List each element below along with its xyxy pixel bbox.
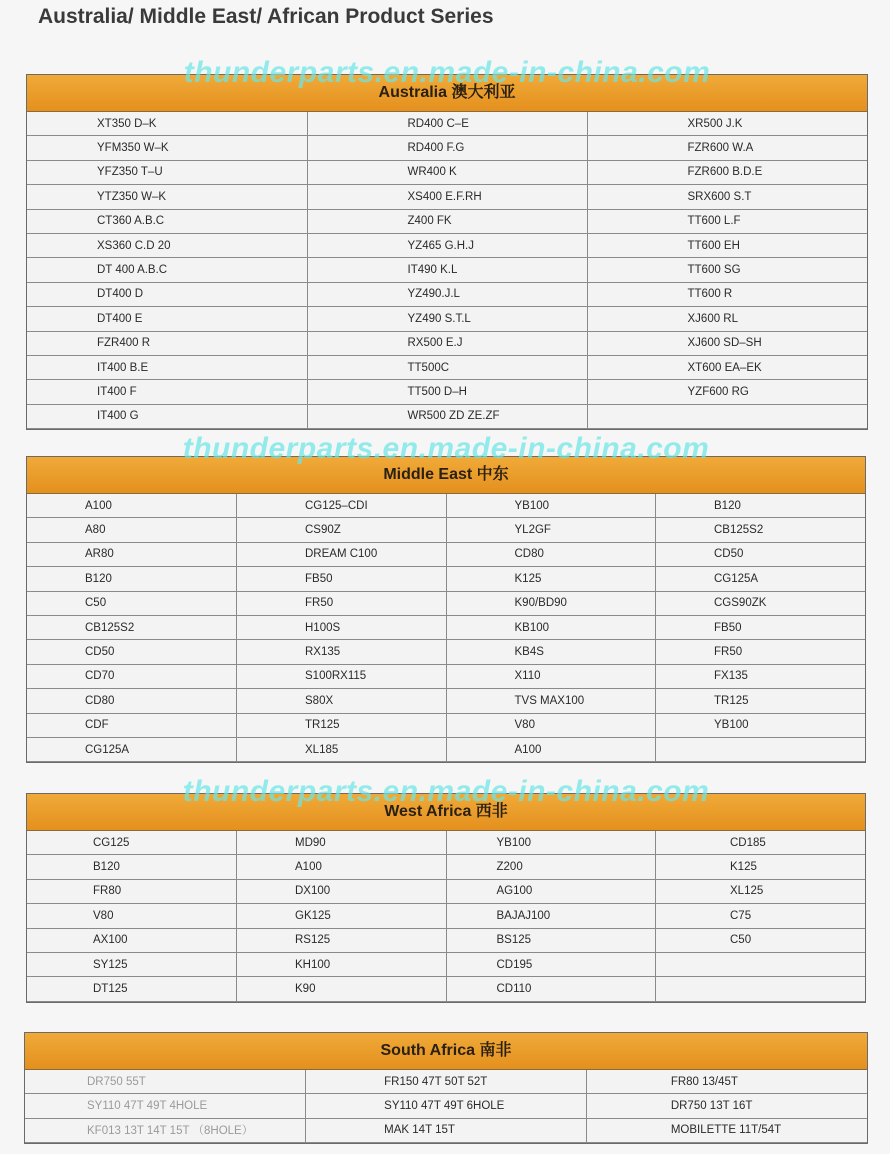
australia-model-cell: XS360 C.D 20 (27, 233, 307, 257)
middle-east-section (26, 432, 866, 763)
australia-model-cell: TT600 R (587, 282, 867, 306)
middle-east-model-cell: XL185 (237, 737, 447, 761)
australia-model-cell: SRX600 S.T (587, 185, 867, 209)
west-africa-model-cell: AG100 (446, 879, 656, 903)
australia-model-cell: YFM350 W–K (27, 136, 307, 160)
australia-row (27, 112, 867, 136)
australia-model-cell: DT400 E (27, 307, 307, 331)
australia-model-cell: FZR600 B.D.E (587, 160, 867, 184)
west-africa-model-cell: CG125 (27, 831, 237, 855)
middle-east-model-cell: FR50 (237, 591, 447, 615)
page-title: Australia/ Middle East/ African Product Series (38, 5, 494, 28)
australia-model-cell: XS400 E.F.RH (307, 185, 587, 209)
middle-east-model-cell: B120 (656, 494, 866, 518)
west-africa-model-cell: GK125 (237, 904, 447, 928)
west-africa-model-cell: FR80 (27, 879, 237, 903)
australia-model-cell: IT490 K.L (307, 258, 587, 282)
west-africa-model-cell: K90 (237, 977, 447, 1001)
middle-east-model-cell: TVS MAX100 (446, 689, 656, 713)
west-africa-model-cell (656, 952, 866, 976)
south-africa-model-cell: MOBILETTE 11T/54T (586, 1118, 867, 1142)
australia-model-cell: WR500 ZD ZE.ZF (307, 404, 587, 428)
middle-east-model-cell: YL2GF (446, 518, 656, 542)
middle-east-model-cell: CG125–CDI (237, 494, 447, 518)
australia-row (27, 185, 867, 209)
west-africa-model-cell (656, 977, 866, 1001)
australia-title: Australia 澳大利亚 (378, 84, 516, 101)
australia-model-cell: WR400 K (307, 160, 587, 184)
middle-east-model-cell: TR125 (656, 689, 866, 713)
west-africa-model-cell: AX100 (27, 928, 237, 952)
south-africa-model-cell: SY110 47T 49T 6HOLE (306, 1094, 587, 1118)
west-africa-model-cell: V80 (27, 904, 237, 928)
middle-east-model-cell: V80 (446, 713, 656, 737)
middle-east-model-cell: CB125S2 (27, 615, 237, 639)
middle-east-model-cell: RX135 (237, 640, 447, 664)
west-africa-model-cell: YB100 (446, 831, 656, 855)
australia-model-cell: RD400 F.G (307, 136, 587, 160)
south-africa-model-cell: SY110 47T 49T 4HOLE (25, 1094, 306, 1118)
middle-east-model-cell: H100S (237, 615, 447, 639)
west-africa-model-cell: CD185 (656, 831, 866, 855)
middle-east-model-cell: S80X (237, 689, 447, 713)
west-africa-row (27, 928, 865, 952)
australia-model-cell (587, 404, 867, 428)
australia-table (27, 112, 867, 429)
west-africa-table (27, 831, 865, 1002)
middle-east-model-cell (656, 737, 866, 761)
australia-model-cell: IT400 F (27, 380, 307, 404)
australia-model-cell: YZ490 S.T.L (307, 307, 587, 331)
south-africa-model-cell: FR150 47T 50T 52T (306, 1070, 587, 1094)
australia-model-cell: TT500C (307, 355, 587, 379)
middle-east-model-cell: FB50 (656, 615, 866, 639)
australia-model-cell: TT500 D–H (307, 380, 587, 404)
australia-model-cell: CT360 A.B.C (27, 209, 307, 233)
australia-row (27, 233, 867, 257)
australia-model-cell: DT 400 A.B.C (27, 258, 307, 282)
australia-model-cell: XT600 EA–EK (587, 355, 867, 379)
west-africa-model-cell: CD110 (446, 977, 656, 1001)
australia-row (27, 331, 867, 355)
middle-east-model-cell: A100 (446, 737, 656, 761)
middle-east-model-cell: CD50 (27, 640, 237, 664)
middle-east-model-cell: A100 (27, 494, 237, 518)
south-africa-model-cell: KF013 13T 14T 15T （8HOLE） (25, 1118, 306, 1142)
australia-model-cell: TT600 L.F (587, 209, 867, 233)
australia-row (27, 380, 867, 404)
australia-model-cell: TT600 EH (587, 233, 867, 257)
australia-row (27, 258, 867, 282)
middle-east-model-cell: CDF (27, 713, 237, 737)
south-africa-table (25, 1070, 867, 1143)
middle-east-model-cell: CS90Z (237, 518, 447, 542)
middle-east-model-cell: S100RX115 (237, 664, 447, 688)
middle-east-model-cell: AR80 (27, 542, 237, 566)
west-africa-model-cell: Z200 (446, 855, 656, 879)
west-africa-model-cell: A100 (237, 855, 447, 879)
middle-east-row (27, 713, 865, 737)
middle-east-model-cell: CG125A (656, 567, 866, 591)
australia-model-cell: RX500 E.J (307, 331, 587, 355)
australia-model-cell: XR500 J.K (587, 112, 867, 136)
south-africa-model-cell: FR80 13/45T (586, 1070, 867, 1094)
south-africa-header (25, 1033, 867, 1070)
south-africa-row (25, 1118, 867, 1142)
australia-model-cell: IT400 G (27, 404, 307, 428)
middle-east-model-cell: K125 (446, 567, 656, 591)
australia-model-cell: YFZ350 T–U (27, 160, 307, 184)
middle-east-model-cell: K90/BD90 (446, 591, 656, 615)
west-africa-model-cell: BS125 (446, 928, 656, 952)
west-africa-row (27, 952, 865, 976)
australia-model-cell: FZR600 W.A (587, 136, 867, 160)
australia-row (27, 160, 867, 184)
south-africa-model-cell: MAK 14T 15T (306, 1118, 587, 1142)
middle-east-model-cell: CD50 (656, 542, 866, 566)
middle-east-header (27, 432, 865, 494)
middle-east-model-cell: CG125A (27, 737, 237, 761)
australia-model-cell: FZR400 R (27, 331, 307, 355)
middle-east-model-cell: KB100 (446, 615, 656, 639)
australia-model-cell: TT600 SG (587, 258, 867, 282)
west-africa-model-cell: C75 (656, 904, 866, 928)
middle-east-model-cell: X110 (446, 664, 656, 688)
west-africa-model-cell: B120 (27, 855, 237, 879)
australia-model-cell: XJ600 SD–SH (587, 331, 867, 355)
australia-row (27, 404, 867, 428)
middle-east-row (27, 542, 865, 566)
middle-east-row (27, 518, 865, 542)
australia-model-cell: Z400 FK (307, 209, 587, 233)
middle-east-model-cell: KB4S (446, 640, 656, 664)
australia-model-cell: RD400 C–E (307, 112, 587, 136)
middle-east-row (27, 494, 865, 518)
australia-row (27, 282, 867, 306)
middle-east-model-cell: A80 (27, 518, 237, 542)
australia-model-cell: XT350 D–K (27, 112, 307, 136)
west-africa-model-cell: SY125 (27, 952, 237, 976)
west-africa-model-cell: K125 (656, 855, 866, 879)
west-africa-model-cell: DT125 (27, 977, 237, 1001)
middle-east-model-cell: DREAM C100 (237, 542, 447, 566)
middle-east-row (27, 737, 865, 761)
west-africa-model-cell: MD90 (237, 831, 447, 855)
west-africa-model-cell: BAJAJ100 (446, 904, 656, 928)
middle-east-table (27, 494, 865, 762)
watermark-text: thunderparts.en.made-in-china.com (182, 432, 710, 465)
west-africa-model-cell: XL125 (656, 879, 866, 903)
middle-east-model-cell: CB125S2 (656, 518, 866, 542)
australia-model-cell: XJ600 RL (587, 307, 867, 331)
australia-model-cell: YZF600 RG (587, 380, 867, 404)
middle-east-row (27, 591, 865, 615)
australia-row (27, 355, 867, 379)
middle-east-model-cell: FX135 (656, 664, 866, 688)
australia-model-cell: YZ465 G.H.J (307, 233, 587, 257)
middle-east-row (27, 689, 865, 713)
west-africa-row (27, 977, 865, 1001)
australia-row (27, 136, 867, 160)
west-africa-row (27, 904, 865, 928)
middle-east-model-cell: C50 (27, 591, 237, 615)
middle-east-model-cell: FR50 (656, 640, 866, 664)
australia-model-cell: DT400 D (27, 282, 307, 306)
middle-east-model-cell: FB50 (237, 567, 447, 591)
watermark-text: thunderparts.en.made-in-china.com (182, 775, 710, 808)
australia-row (27, 209, 867, 233)
australia-section (26, 56, 868, 430)
watermark-text: thunderparts.en.made-in-china.com (183, 56, 711, 89)
west-africa-row (27, 855, 865, 879)
south-africa-model-cell: DR750 13T 16T (586, 1094, 867, 1118)
middle-east-model-cell: YB100 (446, 494, 656, 518)
australia-header (27, 56, 867, 112)
australia-row (27, 307, 867, 331)
middle-east-model-cell: B120 (27, 567, 237, 591)
middle-east-model-cell: CD70 (27, 664, 237, 688)
west-africa-model-cell: C50 (656, 928, 866, 952)
middle-east-model-cell: CD80 (446, 542, 656, 566)
west-africa-header (27, 775, 865, 831)
west-africa-row (27, 831, 865, 855)
middle-east-model-cell: TR125 (237, 713, 447, 737)
middle-east-row (27, 615, 865, 639)
middle-east-model-cell: CGS90ZK (656, 591, 866, 615)
middle-east-row (27, 640, 865, 664)
middle-east-title: Middle East 中东 (383, 466, 509, 483)
west-africa-model-cell: CD195 (446, 952, 656, 976)
west-africa-model-cell: DX100 (237, 879, 447, 903)
middle-east-model-cell: YB100 (656, 713, 866, 737)
west-africa-row (27, 879, 865, 903)
australia-model-cell: IT400 B.E (27, 355, 307, 379)
south-africa-row (25, 1070, 867, 1094)
south-africa-title: South Africa 南非 (380, 1042, 512, 1059)
west-africa-title: West Africa 西非 (384, 803, 508, 820)
west-africa-model-cell: KH100 (237, 952, 447, 976)
west-africa-section (26, 775, 866, 1003)
australia-model-cell: YTZ350 W–K (27, 185, 307, 209)
middle-east-row (27, 664, 865, 688)
south-africa-model-cell: DR750 55T (25, 1070, 306, 1094)
australia-model-cell: YZ490.J.L (307, 282, 587, 306)
south-africa-section (24, 1032, 868, 1144)
middle-east-model-cell: CD80 (27, 689, 237, 713)
middle-east-row (27, 567, 865, 591)
south-africa-row (25, 1094, 867, 1118)
west-africa-model-cell: RS125 (237, 928, 447, 952)
